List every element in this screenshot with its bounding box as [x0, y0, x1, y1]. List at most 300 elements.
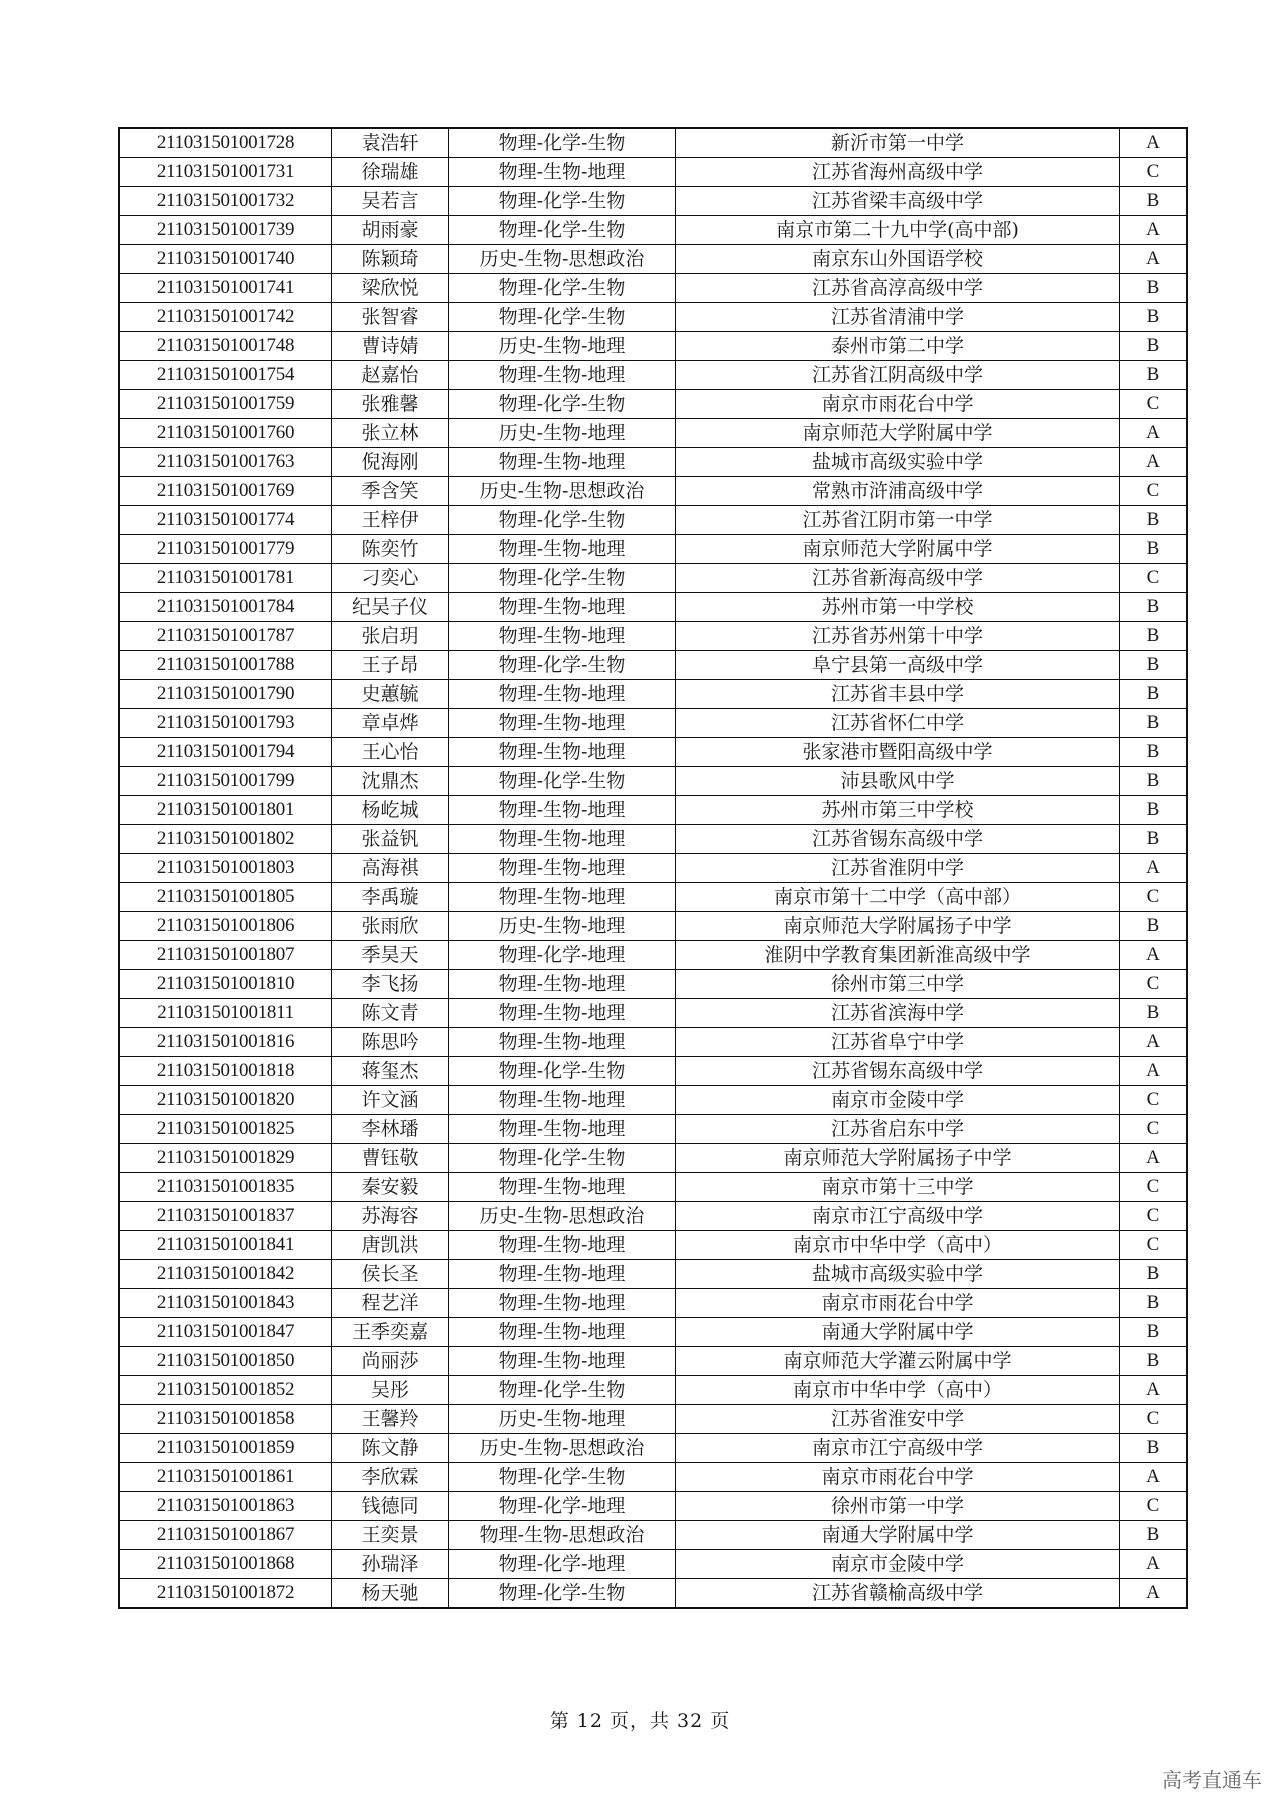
- school-name-cell: 泰州市第二中学: [676, 332, 1120, 361]
- school-name-cell: 江苏省新海高级中学: [676, 564, 1120, 593]
- grade-level-cell: A: [1120, 1463, 1188, 1492]
- grade-level-cell: B: [1120, 506, 1188, 535]
- student-id-cell: 211031501001841: [119, 1231, 332, 1260]
- student-id-cell: 211031501001728: [119, 128, 332, 158]
- table-row: [119, 448, 1187, 477]
- subject-combination-cell: 历史-生物-地理: [449, 1405, 676, 1434]
- student-name-cell: 梁欣悦: [332, 274, 449, 303]
- table-row: [119, 216, 1187, 245]
- subject-combination-cell: 物理-生物-地理: [449, 1231, 676, 1260]
- grade-level-cell: B: [1120, 709, 1188, 738]
- student-name-cell: 李飞扬: [332, 970, 449, 999]
- school-name-cell: 江苏省怀仁中学: [676, 709, 1120, 738]
- table-row: [119, 128, 1187, 158]
- table-row: [119, 506, 1187, 535]
- student-id-cell: 211031501001731: [119, 158, 332, 187]
- grade-level-cell: B: [1120, 825, 1188, 854]
- table-row: [119, 941, 1187, 970]
- table-row: [119, 1521, 1187, 1550]
- school-name-cell: 南京市雨花台中学: [676, 1463, 1120, 1492]
- grade-level-cell: A: [1120, 1579, 1188, 1609]
- school-name-cell: 江苏省清浦中学: [676, 303, 1120, 332]
- student-roster-table: [118, 127, 1188, 1609]
- school-name-cell: 张家港市暨阳高级中学: [676, 738, 1120, 767]
- subject-combination-cell: 物理-生物-地理: [449, 680, 676, 709]
- school-name-cell: 徐州市第三中学: [676, 970, 1120, 999]
- student-name-cell: 沈鼎杰: [332, 767, 449, 796]
- student-name-cell: 赵嘉怡: [332, 361, 449, 390]
- table-row: [119, 1492, 1187, 1521]
- student-id-cell: 211031501001799: [119, 767, 332, 796]
- subject-combination-cell: 历史-生物-地理: [449, 332, 676, 361]
- school-name-cell: 盐城市高级实验中学: [676, 1260, 1120, 1289]
- student-id-cell: 211031501001847: [119, 1318, 332, 1347]
- table-row: [119, 274, 1187, 303]
- table-row: [119, 477, 1187, 506]
- school-name-cell: 南京师范大学附属扬子中学: [676, 912, 1120, 941]
- table-row: [119, 825, 1187, 854]
- subject-combination-cell: 物理-生物-地理: [449, 1086, 676, 1115]
- school-name-cell: 江苏省阜宁中学: [676, 1028, 1120, 1057]
- student-id-cell: 211031501001803: [119, 854, 332, 883]
- table-row: [119, 854, 1187, 883]
- table-row: [119, 1057, 1187, 1086]
- watermark-logo-text: 高考直通车: [1162, 1768, 1262, 1792]
- student-id-cell: 211031501001801: [119, 796, 332, 825]
- student-name-cell: 袁浩轩: [332, 128, 449, 158]
- table-row: [119, 1579, 1187, 1609]
- grade-level-cell: B: [1120, 680, 1188, 709]
- grade-level-cell: B: [1120, 1347, 1188, 1376]
- subject-combination-cell: 物理-生物-地理: [449, 854, 676, 883]
- student-name-cell: 李禹璇: [332, 883, 449, 912]
- student-id-cell: 211031501001868: [119, 1550, 332, 1579]
- student-id-cell: 211031501001835: [119, 1173, 332, 1202]
- student-name-cell: 刁奕心: [332, 564, 449, 593]
- student-id-cell: 211031501001843: [119, 1289, 332, 1318]
- grade-level-cell: B: [1120, 1434, 1188, 1463]
- page-number: 第 12 页，共 32 页: [549, 1710, 731, 1732]
- school-name-cell: 南通大学附属中学: [676, 1318, 1120, 1347]
- student-name-cell: 王馨羚: [332, 1405, 449, 1434]
- table-row: [119, 593, 1187, 622]
- grade-level-cell: A: [1120, 1144, 1188, 1173]
- student-id-cell: 211031501001861: [119, 1463, 332, 1492]
- school-name-cell: 江苏省滨海中学: [676, 999, 1120, 1028]
- student-id-cell: 211031501001742: [119, 303, 332, 332]
- subject-combination-cell: 物理-化学-生物: [449, 1463, 676, 1492]
- grade-level-cell: C: [1120, 1115, 1188, 1144]
- student-id-cell: 211031501001763: [119, 448, 332, 477]
- table-row: [119, 796, 1187, 825]
- student-id-cell: 211031501001794: [119, 738, 332, 767]
- subject-combination-cell: 物理-化学-生物: [449, 651, 676, 680]
- student-id-cell: 211031501001787: [119, 622, 332, 651]
- subject-combination-cell: 物理-化学-生物: [449, 564, 676, 593]
- grade-level-cell: A: [1120, 216, 1188, 245]
- table-row: [119, 390, 1187, 419]
- table-row: [119, 564, 1187, 593]
- student-id-cell: 211031501001793: [119, 709, 332, 738]
- subject-combination-cell: 物理-生物-地理: [449, 622, 676, 651]
- grade-level-cell: C: [1120, 1173, 1188, 1202]
- grade-level-cell: C: [1120, 1231, 1188, 1260]
- student-name-cell: 胡雨豪: [332, 216, 449, 245]
- table-row: [119, 622, 1187, 651]
- grade-level-cell: A: [1120, 1028, 1188, 1057]
- subject-combination-cell: 物理-生物-地理: [449, 738, 676, 767]
- school-name-cell: 江苏省梁丰高级中学: [676, 187, 1120, 216]
- student-name-cell: 陈文青: [332, 999, 449, 1028]
- school-name-cell: 南京师范大学附属中学: [676, 535, 1120, 564]
- student-name-cell: 杨天驰: [332, 1579, 449, 1609]
- table-row: [119, 158, 1187, 187]
- student-id-cell: 211031501001872: [119, 1579, 332, 1609]
- student-name-cell: 张益钒: [332, 825, 449, 854]
- grade-level-cell: B: [1120, 651, 1188, 680]
- student-id-cell: 211031501001810: [119, 970, 332, 999]
- student-name-cell: 王子昂: [332, 651, 449, 680]
- school-name-cell: 江苏省淮安中学: [676, 1405, 1120, 1434]
- student-name-cell: 尚丽莎: [332, 1347, 449, 1376]
- grade-level-cell: B: [1120, 912, 1188, 941]
- student-name-cell: 苏海容: [332, 1202, 449, 1231]
- subject-combination-cell: 物理-化学-地理: [449, 941, 676, 970]
- student-name-cell: 纪吴子仪: [332, 593, 449, 622]
- student-id-cell: 211031501001788: [119, 651, 332, 680]
- student-id-cell: 211031501001784: [119, 593, 332, 622]
- student-id-cell: 211031501001820: [119, 1086, 332, 1115]
- school-name-cell: 苏州市第一中学校: [676, 593, 1120, 622]
- subject-combination-cell: 物理-生物-地理: [449, 593, 676, 622]
- student-name-cell: 程艺洋: [332, 1289, 449, 1318]
- subject-combination-cell: 物理-化学-生物: [449, 274, 676, 303]
- grade-level-cell: B: [1120, 1521, 1188, 1550]
- subject-combination-cell: 物理-生物-地理: [449, 158, 676, 187]
- grade-level-cell: A: [1120, 448, 1188, 477]
- subject-combination-cell: 物理-化学-生物: [449, 1376, 676, 1405]
- school-name-cell: 徐州市第一中学: [676, 1492, 1120, 1521]
- grade-level-cell: B: [1120, 767, 1188, 796]
- grade-level-cell: B: [1120, 361, 1188, 390]
- school-name-cell: 沛县歌风中学: [676, 767, 1120, 796]
- student-id-cell: 211031501001837: [119, 1202, 332, 1231]
- school-name-cell: 南京师范大学附属扬子中学: [676, 1144, 1120, 1173]
- school-name-cell: 江苏省丰县中学: [676, 680, 1120, 709]
- student-name-cell: 倪海刚: [332, 448, 449, 477]
- student-name-cell: 张启玥: [332, 622, 449, 651]
- student-name-cell: 王奕景: [332, 1521, 449, 1550]
- student-name-cell: 许文涵: [332, 1086, 449, 1115]
- table-row: [119, 1202, 1187, 1231]
- grade-level-cell: A: [1120, 245, 1188, 274]
- school-name-cell: 南通大学附属中学: [676, 1521, 1120, 1550]
- table-row: [119, 999, 1187, 1028]
- grade-level-cell: C: [1120, 970, 1188, 999]
- school-name-cell: 南京师范大学附属中学: [676, 419, 1120, 448]
- school-name-cell: 南京市中华中学（高中）: [676, 1376, 1120, 1405]
- table-row: [119, 187, 1187, 216]
- subject-combination-cell: 物理-生物-地理: [449, 361, 676, 390]
- subject-combination-cell: 物理-化学-生物: [449, 187, 676, 216]
- school-name-cell: 南京市江宁高级中学: [676, 1202, 1120, 1231]
- grade-level-cell: C: [1120, 564, 1188, 593]
- student-name-cell: 吴彤: [332, 1376, 449, 1405]
- student-id-cell: 211031501001748: [119, 332, 332, 361]
- grade-level-cell: B: [1120, 535, 1188, 564]
- table-row: [119, 1115, 1187, 1144]
- grade-level-cell: A: [1120, 1550, 1188, 1579]
- student-id-cell: 211031501001806: [119, 912, 332, 941]
- subject-combination-cell: 物理-生物-地理: [449, 970, 676, 999]
- school-name-cell: 江苏省淮阴中学: [676, 854, 1120, 883]
- student-name-cell: 吴若言: [332, 187, 449, 216]
- subject-combination-cell: 物理-生物-地理: [449, 1260, 676, 1289]
- student-id-cell: 211031501001858: [119, 1405, 332, 1434]
- grade-level-cell: B: [1120, 622, 1188, 651]
- school-name-cell: 江苏省苏州第十中学: [676, 622, 1120, 651]
- subject-combination-cell: 物理-生物-地理: [449, 1318, 676, 1347]
- table-row: [119, 419, 1187, 448]
- student-id-cell: 211031501001863: [119, 1492, 332, 1521]
- subject-combination-cell: 物理-生物-地理: [449, 1115, 676, 1144]
- table-row: [119, 1028, 1187, 1057]
- school-name-cell: 江苏省江阴市第一中学: [676, 506, 1120, 535]
- school-name-cell: 苏州市第三中学校: [676, 796, 1120, 825]
- table-row: [119, 332, 1187, 361]
- student-id-cell: 211031501001818: [119, 1057, 332, 1086]
- table-row: [119, 1405, 1187, 1434]
- subject-combination-cell: 物理-生物-地理: [449, 1347, 676, 1376]
- table-row: [119, 738, 1187, 767]
- table-row: [119, 1231, 1187, 1260]
- student-id-cell: 211031501001802: [119, 825, 332, 854]
- school-name-cell: 新沂市第一中学: [676, 128, 1120, 158]
- student-name-cell: 陈思吟: [332, 1028, 449, 1057]
- student-name-cell: 王心怡: [332, 738, 449, 767]
- subject-combination-cell: 历史-生物-思想政治: [449, 245, 676, 274]
- student-name-cell: 张智睿: [332, 303, 449, 332]
- student-id-cell: 211031501001807: [119, 941, 332, 970]
- subject-combination-cell: 物理-化学-生物: [449, 767, 676, 796]
- table-row: [119, 883, 1187, 912]
- subject-combination-cell: 物理-化学-生物: [449, 128, 676, 158]
- student-name-cell: 王梓伊: [332, 506, 449, 535]
- school-name-cell: 南京市金陵中学: [676, 1086, 1120, 1115]
- subject-combination-cell: 物理-化学-生物: [449, 1057, 676, 1086]
- student-name-cell: 史蕙毓: [332, 680, 449, 709]
- grade-level-cell: A: [1120, 128, 1188, 158]
- student-id-cell: 211031501001769: [119, 477, 332, 506]
- grade-level-cell: B: [1120, 303, 1188, 332]
- subject-combination-cell: 物理-化学-生物: [449, 390, 676, 419]
- student-name-cell: 徐瑞雄: [332, 158, 449, 187]
- table-row: [119, 303, 1187, 332]
- school-name-cell: 江苏省赣榆高级中学: [676, 1579, 1120, 1609]
- school-name-cell: 南京市雨花台中学: [676, 390, 1120, 419]
- student-name-cell: 章卓烨: [332, 709, 449, 738]
- table-row: [119, 1144, 1187, 1173]
- student-id-cell: 211031501001816: [119, 1028, 332, 1057]
- grade-level-cell: B: [1120, 999, 1188, 1028]
- table-row: [119, 1550, 1187, 1579]
- student-id-cell: 211031501001779: [119, 535, 332, 564]
- table-row: [119, 767, 1187, 796]
- grade-level-cell: C: [1120, 390, 1188, 419]
- school-name-cell: 江苏省锡东高级中学: [676, 1057, 1120, 1086]
- school-name-cell: 江苏省锡东高级中学: [676, 825, 1120, 854]
- student-name-cell: 张雨欣: [332, 912, 449, 941]
- student-id-cell: 211031501001811: [119, 999, 332, 1028]
- student-name-cell: 张立林: [332, 419, 449, 448]
- subject-combination-cell: 物理-生物-地理: [449, 535, 676, 564]
- subject-combination-cell: 物理-化学-生物: [449, 303, 676, 332]
- table-row: [119, 361, 1187, 390]
- student-name-cell: 王季奕嘉: [332, 1318, 449, 1347]
- subject-combination-cell: 物理-化学-地理: [449, 1550, 676, 1579]
- grade-level-cell: C: [1120, 477, 1188, 506]
- grade-level-cell: B: [1120, 187, 1188, 216]
- student-name-cell: 季含笑: [332, 477, 449, 506]
- student-id-cell: 211031501001790: [119, 680, 332, 709]
- grade-level-cell: B: [1120, 274, 1188, 303]
- subject-combination-cell: 物理-化学-生物: [449, 216, 676, 245]
- subject-combination-cell: 历史-生物-思想政治: [449, 1434, 676, 1463]
- table-row: [119, 1347, 1187, 1376]
- school-name-cell: 南京市第二十九中学(高中部): [676, 216, 1120, 245]
- grade-level-cell: A: [1120, 854, 1188, 883]
- grade-level-cell: B: [1120, 738, 1188, 767]
- student-id-cell: 211031501001741: [119, 274, 332, 303]
- school-name-cell: 南京市雨花台中学: [676, 1289, 1120, 1318]
- table-row: [119, 680, 1187, 709]
- student-name-cell: 蒋玺杰: [332, 1057, 449, 1086]
- subject-combination-cell: 物理-化学-生物: [449, 506, 676, 535]
- subject-combination-cell: 历史-生物-地理: [449, 419, 676, 448]
- student-name-cell: 曹诗婧: [332, 332, 449, 361]
- grade-level-cell: A: [1120, 419, 1188, 448]
- student-name-cell: 孙瑞泽: [332, 1550, 449, 1579]
- table-row: [119, 1173, 1187, 1202]
- student-id-cell: 211031501001759: [119, 390, 332, 419]
- grade-level-cell: A: [1120, 941, 1188, 970]
- student-id-cell: 211031501001732: [119, 187, 332, 216]
- grade-level-cell: B: [1120, 796, 1188, 825]
- grade-level-cell: B: [1120, 1289, 1188, 1318]
- grade-level-cell: B: [1120, 332, 1188, 361]
- student-name-cell: 侯长圣: [332, 1260, 449, 1289]
- grade-level-cell: C: [1120, 1492, 1188, 1521]
- student-id-cell: 211031501001842: [119, 1260, 332, 1289]
- subject-combination-cell: 物理-生物-地理: [449, 883, 676, 912]
- school-name-cell: 常熟市浒浦高级中学: [676, 477, 1120, 506]
- student-id-cell: 211031501001829: [119, 1144, 332, 1173]
- student-name-cell: 李欣霖: [332, 1463, 449, 1492]
- student-name-cell: 李林璠: [332, 1115, 449, 1144]
- subject-combination-cell: 历史-生物-思想政治: [449, 1202, 676, 1231]
- student-name-cell: 唐凯洪: [332, 1231, 449, 1260]
- student-id-cell: 211031501001850: [119, 1347, 332, 1376]
- table-row: [119, 651, 1187, 680]
- table-row: [119, 1463, 1187, 1492]
- table-row: [119, 1376, 1187, 1405]
- student-name-cell: 陈奕竹: [332, 535, 449, 564]
- grade-level-cell: C: [1120, 1202, 1188, 1231]
- school-name-cell: 南京市第十二中学（高中部）: [676, 883, 1120, 912]
- student-id-cell: 211031501001754: [119, 361, 332, 390]
- grade-level-cell: C: [1120, 883, 1188, 912]
- table-row: [119, 1086, 1187, 1115]
- table-row: [119, 245, 1187, 274]
- school-name-cell: 南京市江宁高级中学: [676, 1434, 1120, 1463]
- subject-combination-cell: 物理-生物-地理: [449, 1028, 676, 1057]
- school-name-cell: 江苏省启东中学: [676, 1115, 1120, 1144]
- grade-level-cell: A: [1120, 1057, 1188, 1086]
- student-id-cell: 211031501001805: [119, 883, 332, 912]
- table-row: [119, 1318, 1187, 1347]
- table-row: [119, 1289, 1187, 1318]
- roster-body: [119, 128, 1187, 1608]
- grade-level-cell: B: [1120, 593, 1188, 622]
- student-id-cell: 211031501001781: [119, 564, 332, 593]
- grade-level-cell: B: [1120, 1318, 1188, 1347]
- grade-level-cell: B: [1120, 1260, 1188, 1289]
- grade-level-cell: C: [1120, 1405, 1188, 1434]
- student-name-cell: 高海祺: [332, 854, 449, 883]
- student-name-cell: 钱德同: [332, 1492, 449, 1521]
- subject-combination-cell: 物理-生物-地理: [449, 999, 676, 1028]
- student-name-cell: 季昊天: [332, 941, 449, 970]
- student-name-cell: 张雅馨: [332, 390, 449, 419]
- student-name-cell: 秦安毅: [332, 1173, 449, 1202]
- subject-combination-cell: 历史-生物-思想政治: [449, 477, 676, 506]
- school-name-cell: 南京师范大学灌云附属中学: [676, 1347, 1120, 1376]
- table-row: [119, 1260, 1187, 1289]
- school-name-cell: 淮阴中学教育集团新淮高级中学: [676, 941, 1120, 970]
- school-name-cell: 南京市金陵中学: [676, 1550, 1120, 1579]
- school-name-cell: 南京东山外国语学校: [676, 245, 1120, 274]
- student-id-cell: 211031501001739: [119, 216, 332, 245]
- grade-level-cell: A: [1120, 1376, 1188, 1405]
- grade-level-cell: C: [1120, 158, 1188, 187]
- student-name-cell: 杨屹城: [332, 796, 449, 825]
- subject-combination-cell: 物理-化学-生物: [449, 1144, 676, 1173]
- table-row: [119, 1434, 1187, 1463]
- school-name-cell: 江苏省江阴高级中学: [676, 361, 1120, 390]
- student-id-cell: 211031501001852: [119, 1376, 332, 1405]
- school-name-cell: 阜宁县第一高级中学: [676, 651, 1120, 680]
- student-id-cell: 211031501001760: [119, 419, 332, 448]
- student-name-cell: 陈颖琦: [332, 245, 449, 274]
- school-name-cell: 盐城市高级实验中学: [676, 448, 1120, 477]
- subject-combination-cell: 物理-生物-地理: [449, 825, 676, 854]
- school-name-cell: 南京市中华中学（高中）: [676, 1231, 1120, 1260]
- table-row: [119, 912, 1187, 941]
- subject-combination-cell: 物理-生物-思想政治: [449, 1521, 676, 1550]
- subject-combination-cell: 物理-化学-地理: [449, 1492, 676, 1521]
- grade-level-cell: C: [1120, 1086, 1188, 1115]
- student-id-cell: 211031501001859: [119, 1434, 332, 1463]
- school-name-cell: 江苏省高淳高级中学: [676, 274, 1120, 303]
- subject-combination-cell: 物理-生物-地理: [449, 1289, 676, 1318]
- table-row: [119, 709, 1187, 738]
- school-name-cell: 江苏省海州高级中学: [676, 158, 1120, 187]
- subject-combination-cell: 物理-生物-地理: [449, 448, 676, 477]
- subject-combination-cell: 物理-生物-地理: [449, 709, 676, 738]
- subject-combination-cell: 历史-生物-地理: [449, 912, 676, 941]
- student-id-cell: 211031501001825: [119, 1115, 332, 1144]
- student-id-cell: 211031501001740: [119, 245, 332, 274]
